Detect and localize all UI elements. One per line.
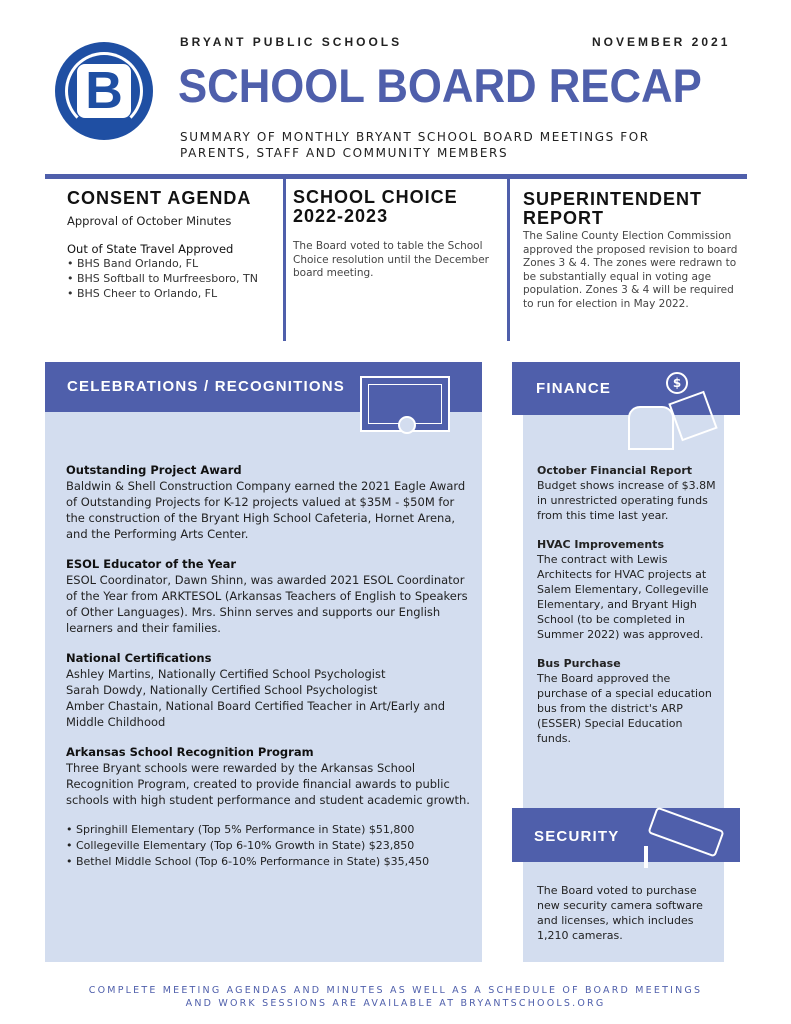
finance-list — [537, 463, 717, 746]
list-item: ESOL Educator of the Year ESOL Coordinator, Dawn Shinn, was awarded 2021 ESOL Coordinator of the Year from ARKTESOL (Arkansas Teachers of English to Speakers of Other Languages). Mrs. Shinn serves and supports our English learners and their families. — [66, 557, 468, 635]
list-item: October Financial Report Budget shows increase of $3.8M in unrestricted operating funds from this time last year. — [537, 464, 716, 522]
subtitle: SUMMARY OF MONTHLY BRYANT SCHOOL BOARD MEETINGS FOR PARENTS, STAFF AND COMMUNITY MEMBERS — [180, 130, 650, 160]
divider — [283, 179, 286, 341]
divider — [507, 179, 510, 341]
page-title: SCHOOL BOARD RECAP — [178, 59, 702, 112]
school-choice: SCHOOL CHOICE 2022-2023 The Board voted to table the School Choice resolution until the December board meeting. — [293, 187, 489, 279]
certificate-icon — [360, 376, 450, 432]
list-item: National Certifications Ashley Martins, Nationally Certified School Psychologist Sarah Dowdy, Nationally Certified School Psychologist Amber Chastain, National Board Certified Teacher in Art/Early and Middle Childhood — [66, 651, 446, 729]
celebrations-header: CELEBRATIONS / RECOGNITIONS — [45, 362, 482, 412]
list-item: HVAC Improvements The contract with Lewis Architects for HVAC projects at Salem Elementary, Collegeville Elementary, and Bryant High School (to be completed in Summer 2022) was approved. — [537, 538, 709, 641]
org-name: BRYANT PUBLIC SCHOOLS — [180, 35, 403, 49]
list-item: Outstanding Project Award Baldwin & Shell Construction Company earned the 2021 Eagle Award of Outstanding Projects for K-12 projects valued at $35M - $50M for the construction of the Bryant High School Cafeteria, Hornet Arena, and the Performing Arts Center. — [66, 463, 466, 541]
list-item: Arkansas School Recognition Program Three Bryant schools were rewarded by the Arkansas School Recognition Program, created to provide financial awards to public schools with high student performance and student academic growth. • Springhill Elementary (Top 5% Performance in State) $51,800 • Collegeville Elementary (Top 6-10% Growth in State) $23,850 • Bethel Middle School (Top 6-10% Performance in State) $35,450 — [66, 745, 470, 868]
security-text: The Board voted to purchase new security camera software and licenses, which includes 1,210 cameras. — [537, 884, 703, 942]
celebrations-list — [66, 462, 471, 870]
logo: B — [55, 42, 153, 140]
footer: COMPLETE MEETING AGENDAS AND MINUTES AS WELL AS A SCHEDULE OF BOARD MEETINGS AND WORK SESSIONS ARE AVAILABLE AT BRYANTSCHOOLS.ORG — [88, 985, 703, 1009]
security-camera-icon — [640, 810, 730, 870]
list-item: Bus Purchase The Board approved the purchase of a special education bus from the district's ARP (ESSER) Special Education funds. — [537, 657, 712, 745]
divider — [45, 174, 747, 179]
issue-date: NOVEMBER 2021 — [592, 35, 731, 49]
security-header: SECURITY — [512, 808, 740, 862]
superintendent-report: SUPERINTENDENT REPORT The Saline County Election Commission approved the proposed revision to board Zones 3 & 4. The zones were redrawn to be substantially equal in voting age population. Zones 3 & 4 will be required to run for election in May 2022. — [523, 189, 738, 310]
consent-agenda: CONSENT AGENDA Approval of October Minutes Out of State Travel Approved • BHS Band Orlando, FL • BHS Softball to Murfreesboro, TN • BHS Cheer to Orlando, FL — [67, 188, 258, 300]
finance-header: FINANCE — [512, 362, 740, 415]
bank-money-icon: $ — [626, 372, 716, 452]
